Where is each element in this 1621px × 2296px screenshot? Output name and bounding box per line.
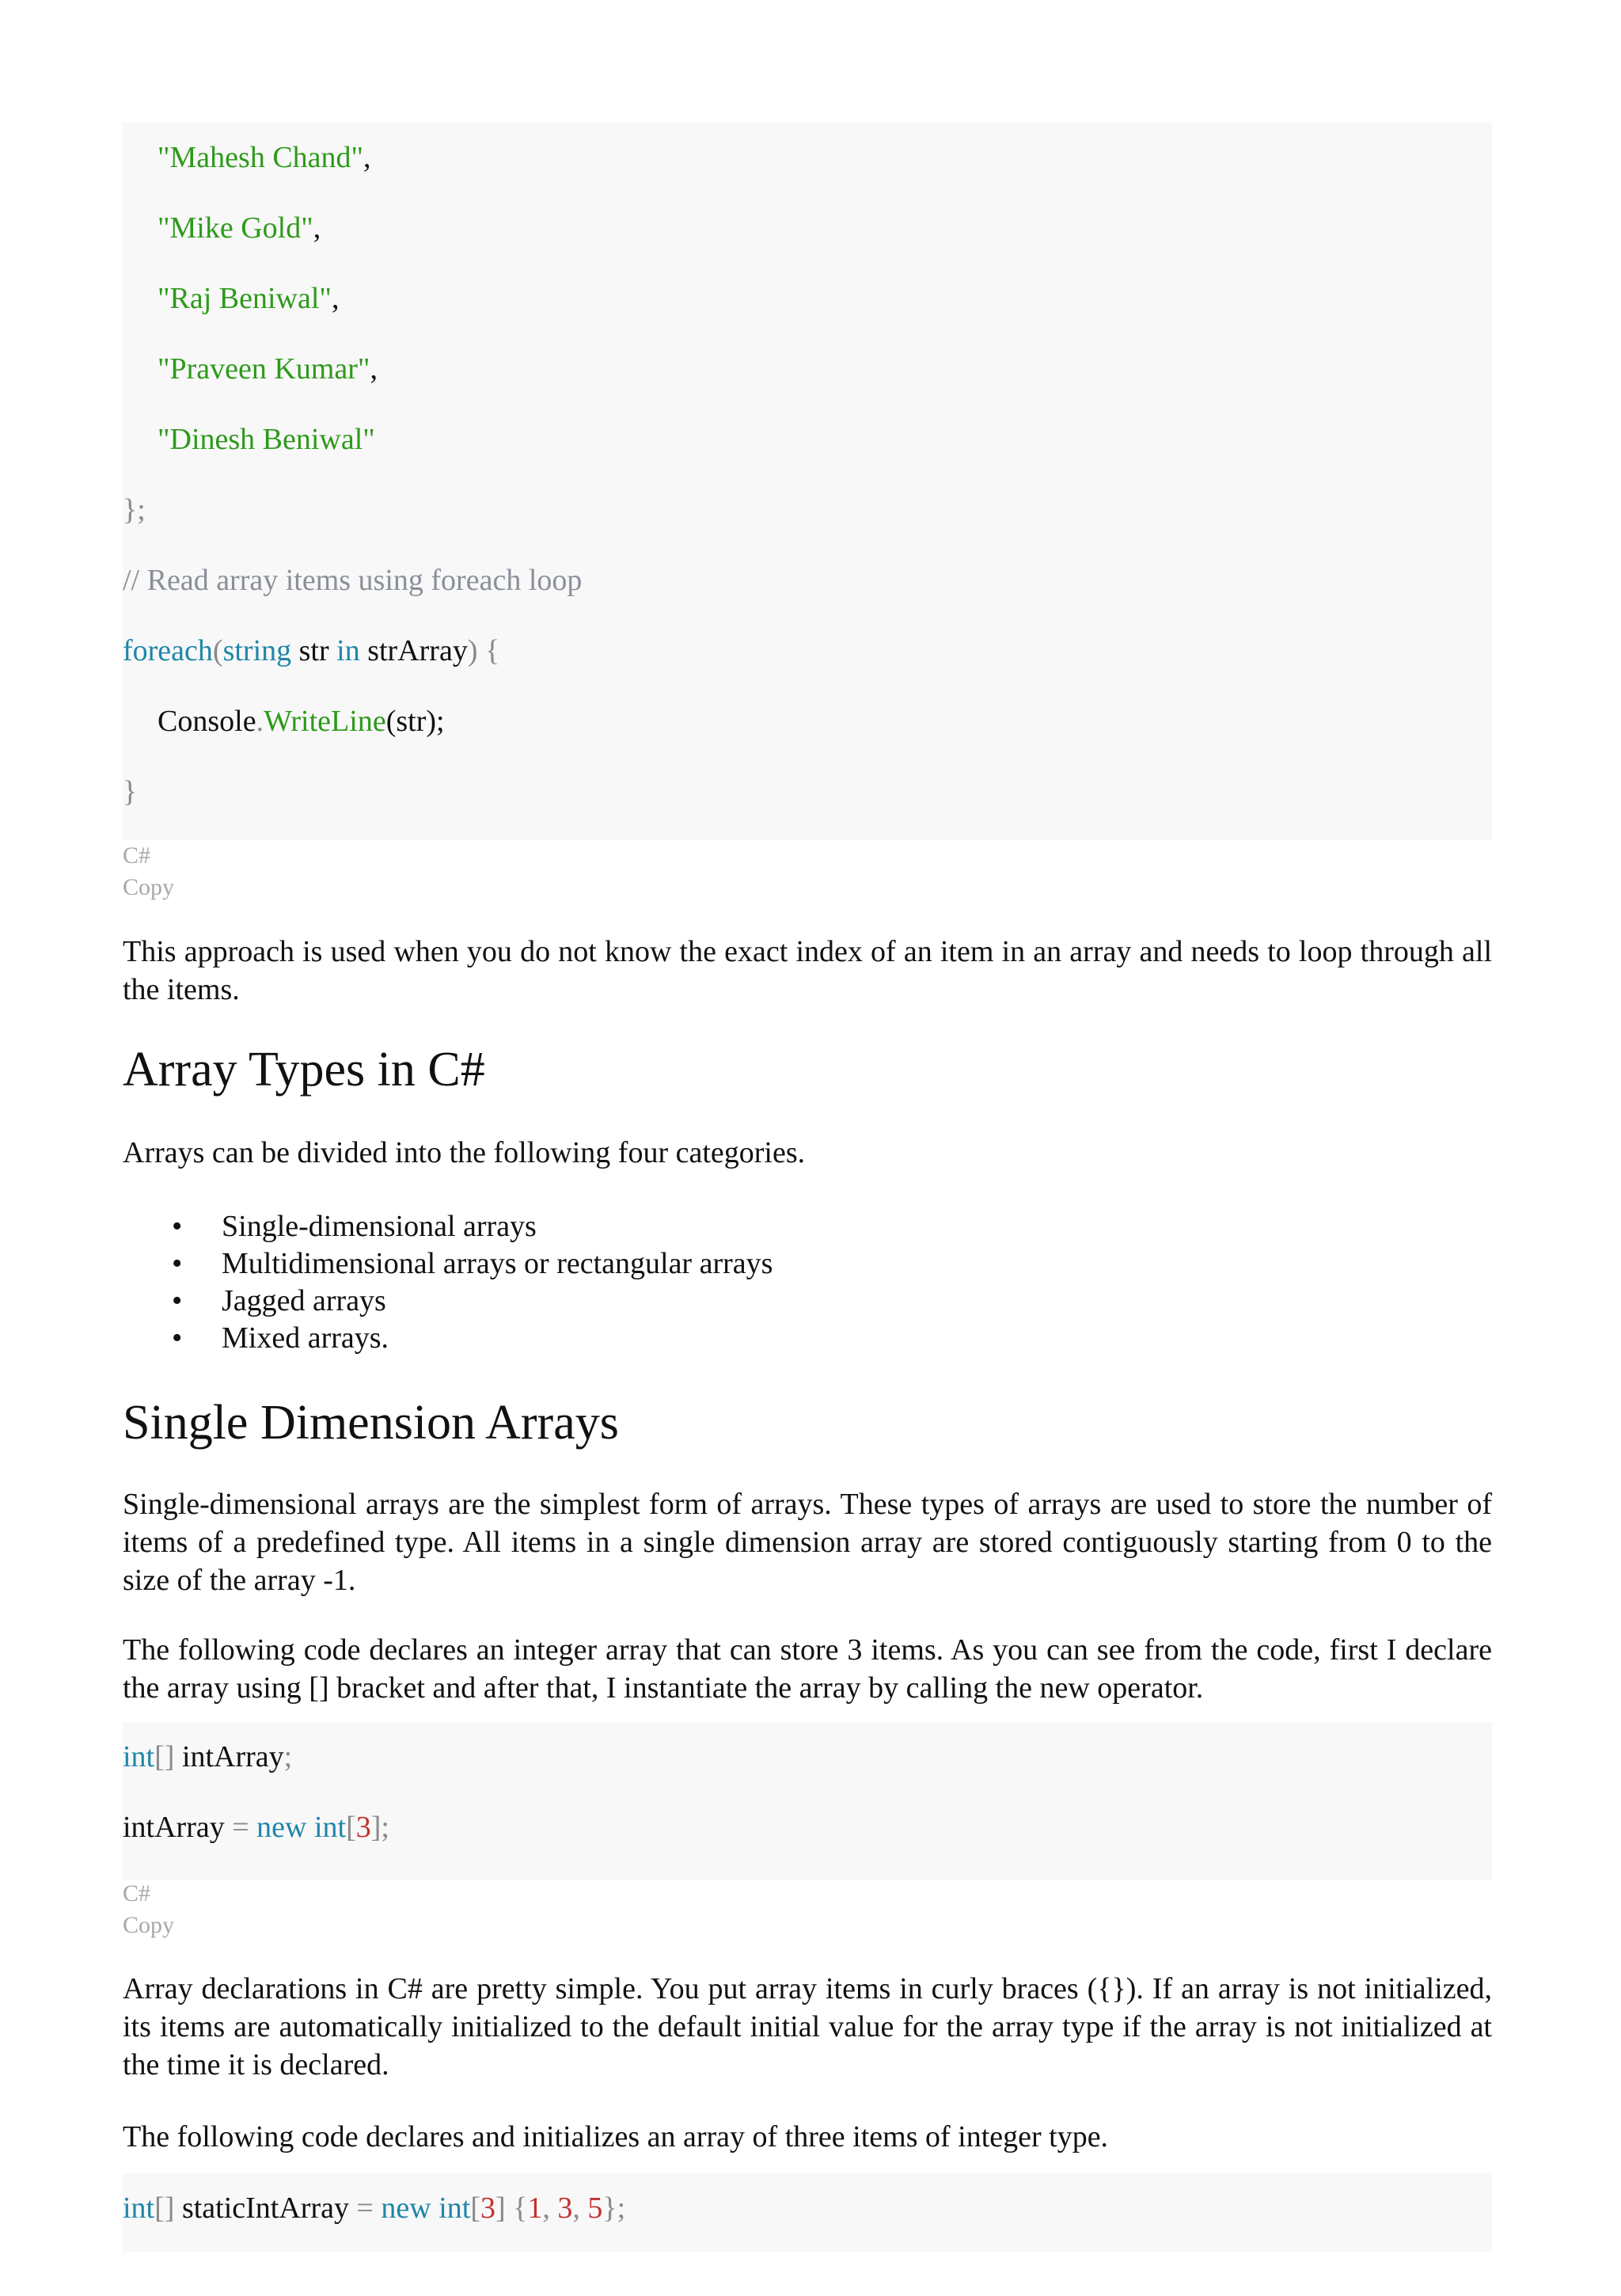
code-token: intArray bbox=[174, 1740, 284, 1773]
code-line bbox=[123, 545, 1492, 616]
code-language-label: C# bbox=[123, 842, 151, 869]
paragraph-single-dimension: Single-dimensional arrays are the simplest form of arrays. These types of arrays are used to store the number of items of a predefined type. All items in a single dimension array are stored contiguously starting from 0 to the size of the array -1. bbox=[123, 1488, 1492, 1597]
paragraph-declare-initialize: The following code declares and initializes an array of three items of integer type. bbox=[123, 2120, 1109, 2153]
code-token: Console bbox=[158, 705, 256, 738]
code-token: intArray bbox=[123, 1811, 233, 1844]
code-line bbox=[123, 334, 1492, 405]
code-token: [ bbox=[346, 1811, 356, 1844]
code-token: foreach bbox=[123, 634, 213, 667]
code-meta-2 bbox=[123, 1878, 1492, 1941]
list-item: • Single-dimensional arrays bbox=[123, 1208, 1492, 1245]
code-line bbox=[123, 405, 1492, 475]
paragraph-array-declarations: Array declarations in C# are pretty simple. You put array items in curly braces ({}). If an array is not initialized, its items are automatically initialized to the default initial value for the array type if the array is not initialized at the time it is declared. bbox=[123, 1972, 1492, 2081]
code-language-label: C# bbox=[123, 1880, 151, 1906]
code-token: staticIntArray bbox=[174, 2191, 357, 2225]
code-token: 3 bbox=[480, 2191, 495, 2225]
code-token: , bbox=[572, 2191, 588, 2225]
code-token: }; bbox=[123, 493, 146, 526]
code-token: str bbox=[291, 634, 337, 667]
code-token: } bbox=[123, 775, 138, 808]
code-token: "Raj Beniwal" bbox=[158, 282, 332, 315]
code-line bbox=[123, 193, 1492, 264]
code-token: 5 bbox=[587, 2191, 603, 2225]
code-token: int bbox=[123, 2191, 155, 2225]
code-block-foreach bbox=[123, 123, 1492, 840]
copy-code-button[interactable]: Copy bbox=[123, 1912, 175, 1938]
code-token: ; bbox=[283, 1740, 293, 1773]
code-token: ( bbox=[212, 634, 223, 667]
code-token: (str); bbox=[385, 705, 445, 738]
code-token: [] bbox=[154, 2191, 175, 2225]
code-token: 3 bbox=[355, 1811, 371, 1844]
code-line bbox=[123, 123, 1492, 193]
code-token: ) { bbox=[467, 634, 500, 667]
code-token: "Mike Gold" bbox=[158, 211, 313, 245]
paragraph-categories: Arrays can be divided into the following four categories. bbox=[123, 1136, 806, 1169]
code-block-int-array bbox=[123, 1722, 1492, 1880]
code-token: . bbox=[256, 705, 264, 738]
heading-array-types: Array Types in C# bbox=[123, 1043, 485, 1097]
code-token: WriteLine bbox=[264, 705, 386, 738]
code-token: ] { bbox=[495, 2191, 528, 2225]
code-token: strArray bbox=[359, 634, 468, 667]
code-token: [] bbox=[154, 1740, 175, 1773]
code-token: , bbox=[370, 352, 378, 386]
code-token: }; bbox=[602, 2191, 626, 2225]
code-token: "Praveen Kumar" bbox=[158, 352, 370, 386]
code-line bbox=[123, 1722, 1492, 1792]
paragraph-foreach-approach: This approach is used when you do not know the exact index of an item in an array and needs to loop through all the items. bbox=[123, 935, 1492, 1006]
code-token: = bbox=[232, 1811, 257, 1844]
code-token: in bbox=[336, 634, 360, 667]
code-token: 1 bbox=[527, 2191, 543, 2225]
code-token: = bbox=[356, 2191, 382, 2225]
code-token: [ bbox=[470, 2191, 480, 2225]
list-item: • Multidimensional arrays or rectangular arrays bbox=[123, 1245, 1492, 1283]
code-line bbox=[123, 264, 1492, 334]
code-lines bbox=[123, 1722, 1492, 1863]
code-token: 3 bbox=[557, 2191, 573, 2225]
code-token: , bbox=[331, 282, 340, 315]
code-token: string bbox=[222, 634, 292, 667]
code-line bbox=[123, 686, 1492, 757]
code-line bbox=[123, 616, 1492, 686]
code-token: new int bbox=[381, 2191, 471, 2225]
code-token: , bbox=[542, 2191, 558, 2225]
code-token: , bbox=[363, 141, 371, 174]
code-token: "Dinesh Beniwal" bbox=[158, 423, 375, 456]
code-block-static-int-array bbox=[123, 2173, 1492, 2252]
categories-list bbox=[123, 1208, 1492, 1357]
code-token: ]; bbox=[370, 1811, 389, 1844]
copy-code-button[interactable]: Copy bbox=[123, 874, 175, 900]
code-line bbox=[123, 2173, 1492, 2244]
list-item: • Mixed arrays. bbox=[123, 1320, 1492, 1357]
code-line bbox=[123, 475, 1492, 545]
code-token: int bbox=[123, 1740, 155, 1773]
code-lines bbox=[123, 123, 1492, 827]
code-line bbox=[123, 1792, 1492, 1863]
code-token: , bbox=[313, 211, 321, 245]
code-line bbox=[123, 757, 1492, 827]
code-token: new int bbox=[256, 1811, 347, 1844]
code-token: // Read array items using foreach loop bbox=[123, 564, 583, 597]
list-item: • Jagged arrays bbox=[123, 1283, 1492, 1320]
paragraph-declare-integer-array: The following code declares an integer array that can store 3 items. As you can see from the code, first I declare the array using [] bracket and after that, I instantiate the array by calling the new operator. bbox=[123, 1633, 1492, 1705]
code-token: "Mahesh Chand" bbox=[158, 141, 364, 174]
code-meta-1 bbox=[123, 840, 1492, 903]
code-lines bbox=[123, 2173, 1492, 2244]
heading-single-dimension: Single Dimension Arrays bbox=[123, 1396, 619, 1450]
